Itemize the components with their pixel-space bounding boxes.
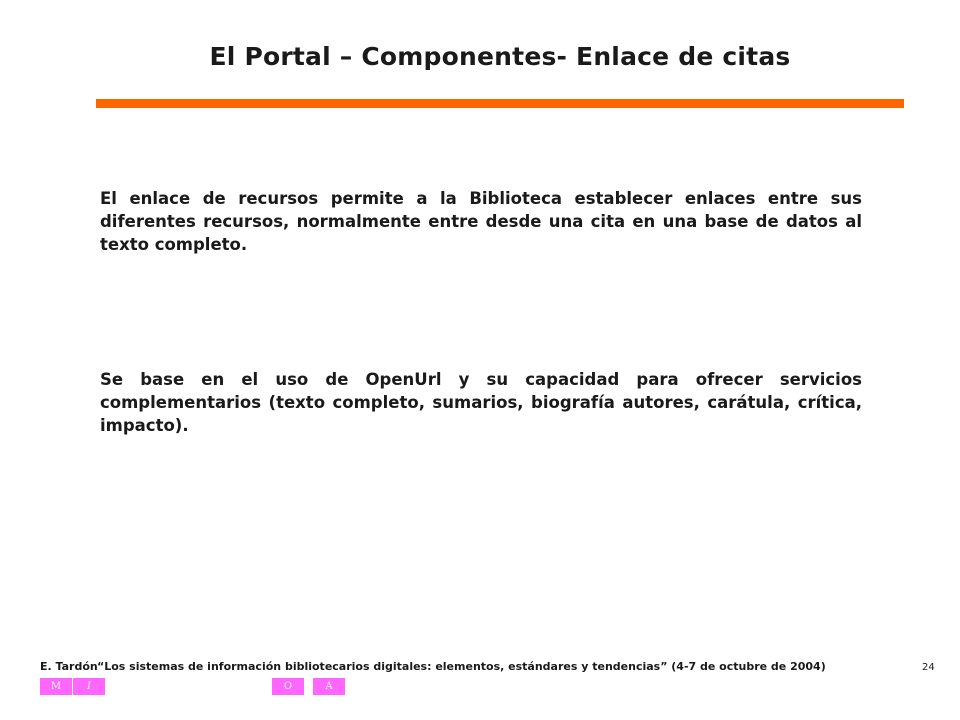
nav-button-m[interactable]: M (40, 678, 72, 695)
title-divider (96, 99, 904, 108)
nav-button-a[interactable]: A (313, 678, 345, 695)
page-number: 24 (922, 662, 935, 673)
paragraph-openurl: Se base en el uso de OpenUrl y su capacidad para ofrecer servicios complementarios (texto completo, sumarios, biografía autores, carátula, crítica, impacto). (100, 370, 862, 435)
paragraph-resource-linking: El enlace de recursos permite a la Biblioteca establecer enlaces entre sus diferentes recursos, normalmente entre desde una cita en una base de datos al texto completo. (100, 189, 862, 254)
footer-author: E. Tardón (40, 660, 98, 673)
footer-event-title: “Los sistemas de información bibliotecarios digitales: elementos, estándares y tendencias” (4-7 de octubre de 2004) (97, 660, 826, 673)
slide-title: El Portal – Componentes- Enlace de citas (209, 42, 791, 71)
nav-button-o[interactable]: O (272, 678, 304, 695)
nav-button-i[interactable]: I (73, 678, 105, 695)
